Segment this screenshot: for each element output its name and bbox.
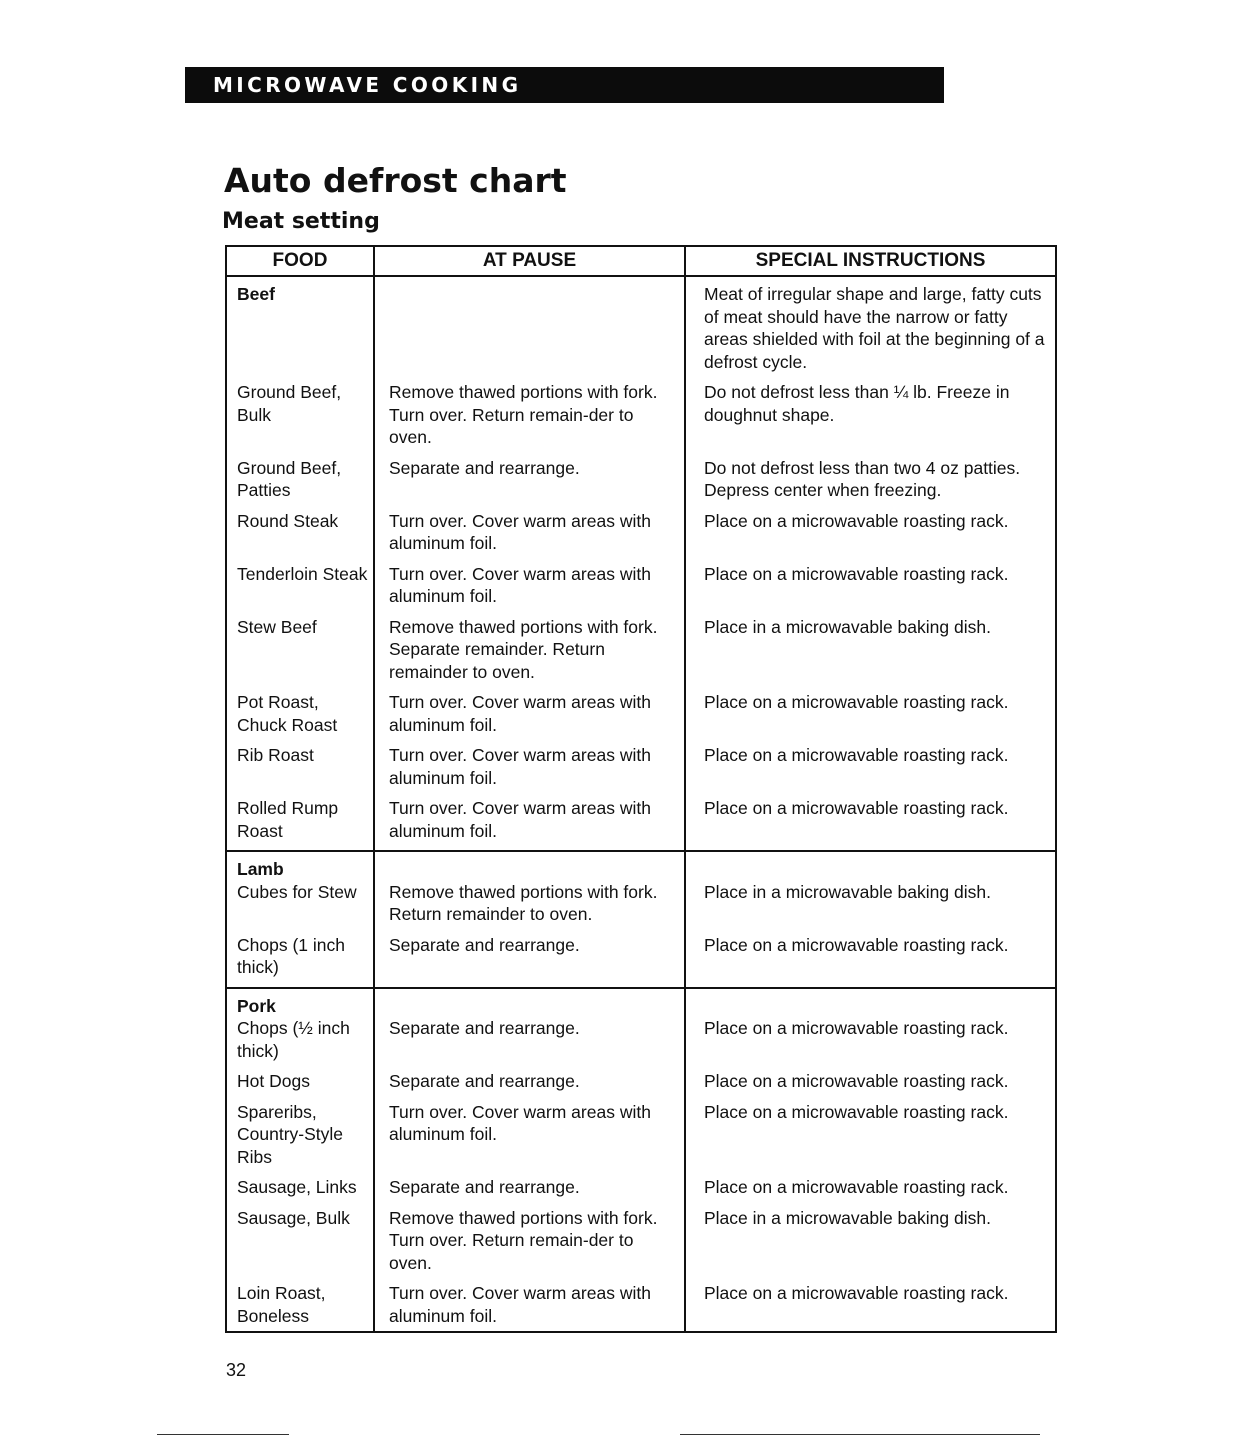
table-row [226,1282,1056,1332]
food-name: Sausage, Links [237,1177,357,1197]
table-header-row [226,246,1056,276]
special-instructions-text: Place in a microwavable baking dish. [704,616,991,637]
category-label: Lamb [237,859,284,879]
at-pause-text: Turn over. Cover warm areas with aluminum foil. [389,1283,651,1326]
table-row [226,1101,1056,1177]
table-row [226,563,1056,616]
special-instructions-text: Do not defrost less than ¼ lb. Freeze in doughnut shape. [704,382,1010,425]
food-name: Pot Roast, Chuck Roast [237,692,338,735]
special-instructions-text: Do not defrost less than two 4 oz patties. Depress center when freezing. [704,457,1021,500]
special-instructions-cell [685,1070,1056,1101]
food-cell [226,457,374,510]
table-row [226,616,1056,692]
food-cell [226,1282,374,1332]
special-instructions-cell [685,616,1056,692]
table-row [226,851,1056,934]
at-pause-text: Remove thawed portions with fork. Return remainder to oven. [389,881,658,924]
food-cell [226,381,374,457]
food-name: Tenderloin Steak [237,563,368,584]
at-pause-cell [374,1207,685,1283]
table-row [226,934,1056,988]
column-header-special-instructions: SPECIAL INSTRUCTIONS [685,246,1056,276]
at-pause-cell [374,851,685,934]
special-instructions-text: Place on a microwavable roasting rack. [704,510,1009,531]
special-instructions-cell [685,510,1056,563]
page-title: Auto defrost chart [224,161,567,200]
food-cell [226,616,374,692]
food-name: Sausage, Bulk [237,1207,350,1228]
at-pause-text: Turn over. Cover warm areas with aluminum foil. [389,692,651,735]
at-pause-cell [374,563,685,616]
food-name: Ground Beef, Patties [237,457,342,500]
food-cell [226,797,374,851]
special-instructions-cell [685,381,1056,457]
column-header-at-pause: AT PAUSE [374,246,685,276]
at-pause-text: Separate and rearrange. [389,1071,580,1091]
table-row [226,457,1056,510]
category-label: Pork [237,995,276,1016]
food-cell [226,510,374,563]
at-pause-text: Turn over. Cover warm areas with aluminum foil. [389,798,651,841]
special-instructions-cell [685,1176,1056,1207]
at-pause-cell [374,1070,685,1101]
at-pause-text: Remove thawed portions with fork. Turn over. Return remain-der to oven. [389,382,658,447]
at-pause-cell [374,1282,685,1332]
food-cell [226,1207,374,1283]
food-name: Loin Roast, Boneless [237,1283,326,1326]
special-instructions-text: Place on a microwavable roasting rack. [704,1071,1009,1091]
at-pause-cell [374,797,685,851]
category-label: Beef [226,276,374,381]
food-cell [226,1176,374,1207]
food-cell [226,934,374,988]
special-instructions-text: Place on a microwavable roasting rack. [704,1283,1009,1303]
at-pause-text: Separate and rearrange. [389,934,580,955]
at-pause-cell [374,381,685,457]
special-instructions-text: Place on a microwavable roasting rack. [704,563,1009,584]
food-cell [226,1070,374,1101]
footer-rule-right [680,1434,1040,1435]
table-row [226,797,1056,851]
food-cell [226,988,374,1071]
at-pause-text: Remove thawed portions with fork. Turn over. Return remain-der to oven. [389,1207,658,1273]
special-instructions-text: Place on a microwavable roasting rack. [704,745,1009,765]
page-number: 32 [226,1360,247,1380]
at-pause-text: Turn over. Cover warm areas with aluminum foil. [389,510,651,553]
at-pause-cell [374,616,685,692]
footer-rule-left [157,1434,289,1435]
special-instructions-cell [685,934,1056,988]
at-pause-text: Turn over. Cover warm areas with aluminum foil. [389,745,651,788]
table-row [226,381,1056,457]
special-instructions-cell [685,691,1056,744]
special-instructions-cell [685,457,1056,510]
page-subtitle: Meat setting [222,209,380,234]
food-name: Rib Roast [237,745,314,765]
table-row [226,1070,1056,1101]
special-instructions-cell [685,797,1056,851]
food-cell [226,744,374,797]
special-instructions-text: Place on a microwavable roasting rack. [704,934,1009,955]
column-header-food: FOOD [226,246,374,276]
special-instructions-cell [685,563,1056,616]
beef-intro: Meat of irregular shape and large, fatty cuts of meat should have the narrow or fatty areas shielded with foil at the beginning of a defrost cycle. [685,276,1056,381]
food-name: Chops (½ inch thick) [237,1018,350,1061]
at-pause-text: Separate and rearrange. [389,1018,580,1038]
food-name: Chops (1 inch thick) [237,934,345,977]
lamb-group [226,851,1056,988]
food-name: Spareribs, Country-Style Ribs [237,1101,344,1167]
special-instructions-cell [685,988,1056,1071]
special-instructions-text: Place on a microwavable roasting rack. [704,1018,1009,1038]
beef-group [226,276,1056,851]
defrost-chart-table [225,245,1057,1333]
special-instructions-cell [685,1101,1056,1177]
at-pause-text: Separate and rearrange. [389,457,580,478]
table-row [226,691,1056,744]
at-pause-text: Separate and rearrange. [389,1177,580,1197]
food-name: Cubes for Stew [237,881,357,902]
at-pause-text: Turn over. Cover warm areas with aluminum foil. [389,1101,651,1144]
food-name: Round Steak [237,510,339,531]
special-instructions-text: Place in a microwavable baking dish. [704,1207,991,1228]
special-instructions-cell [685,1282,1056,1332]
special-instructions-text: Place on a microwavable roasting rack. [704,1101,1009,1122]
at-pause-cell [374,457,685,510]
special-instructions-text: Place on a microwavable roasting rack. [704,1177,1009,1197]
food-cell [226,691,374,744]
at-pause-text: Remove thawed portions with fork. Separate remainder. Return remainder to oven. [389,616,658,682]
at-pause-cell [374,988,685,1071]
pork-group [226,988,1056,1333]
table-row [226,1176,1056,1207]
table-row [226,988,1056,1071]
food-name: Stew Beef [237,616,317,637]
food-name: Hot Dogs [237,1071,310,1091]
table-row [226,744,1056,797]
at-pause-cell [374,934,685,988]
category-row-beef [226,276,1056,381]
at-pause-cell [374,510,685,563]
at-pause-cell [374,744,685,797]
at-pause-cell [374,1101,685,1177]
at-pause-cell [374,1176,685,1207]
at-pause-cell [374,691,685,744]
special-instructions-cell [685,851,1056,934]
special-instructions-text: Place on a microwavable roasting rack. [704,798,1009,818]
food-cell [226,851,374,934]
special-instructions-text: Place on a microwavable roasting rack. [704,692,1009,712]
table-row [226,1207,1056,1283]
special-instructions-cell [685,744,1056,797]
special-instructions-cell [685,1207,1056,1283]
special-instructions-text: Place in a microwavable baking dish. [704,881,991,902]
at-pause-text: Turn over. Cover warm areas with aluminum foil. [389,563,651,606]
food-cell [226,1101,374,1177]
food-cell [226,563,374,616]
section-banner: MICROWAVE COOKING [185,67,944,103]
food-name: Rolled Rump Roast [237,798,339,841]
table-row [226,510,1056,563]
food-name: Ground Beef, Bulk [237,382,342,425]
